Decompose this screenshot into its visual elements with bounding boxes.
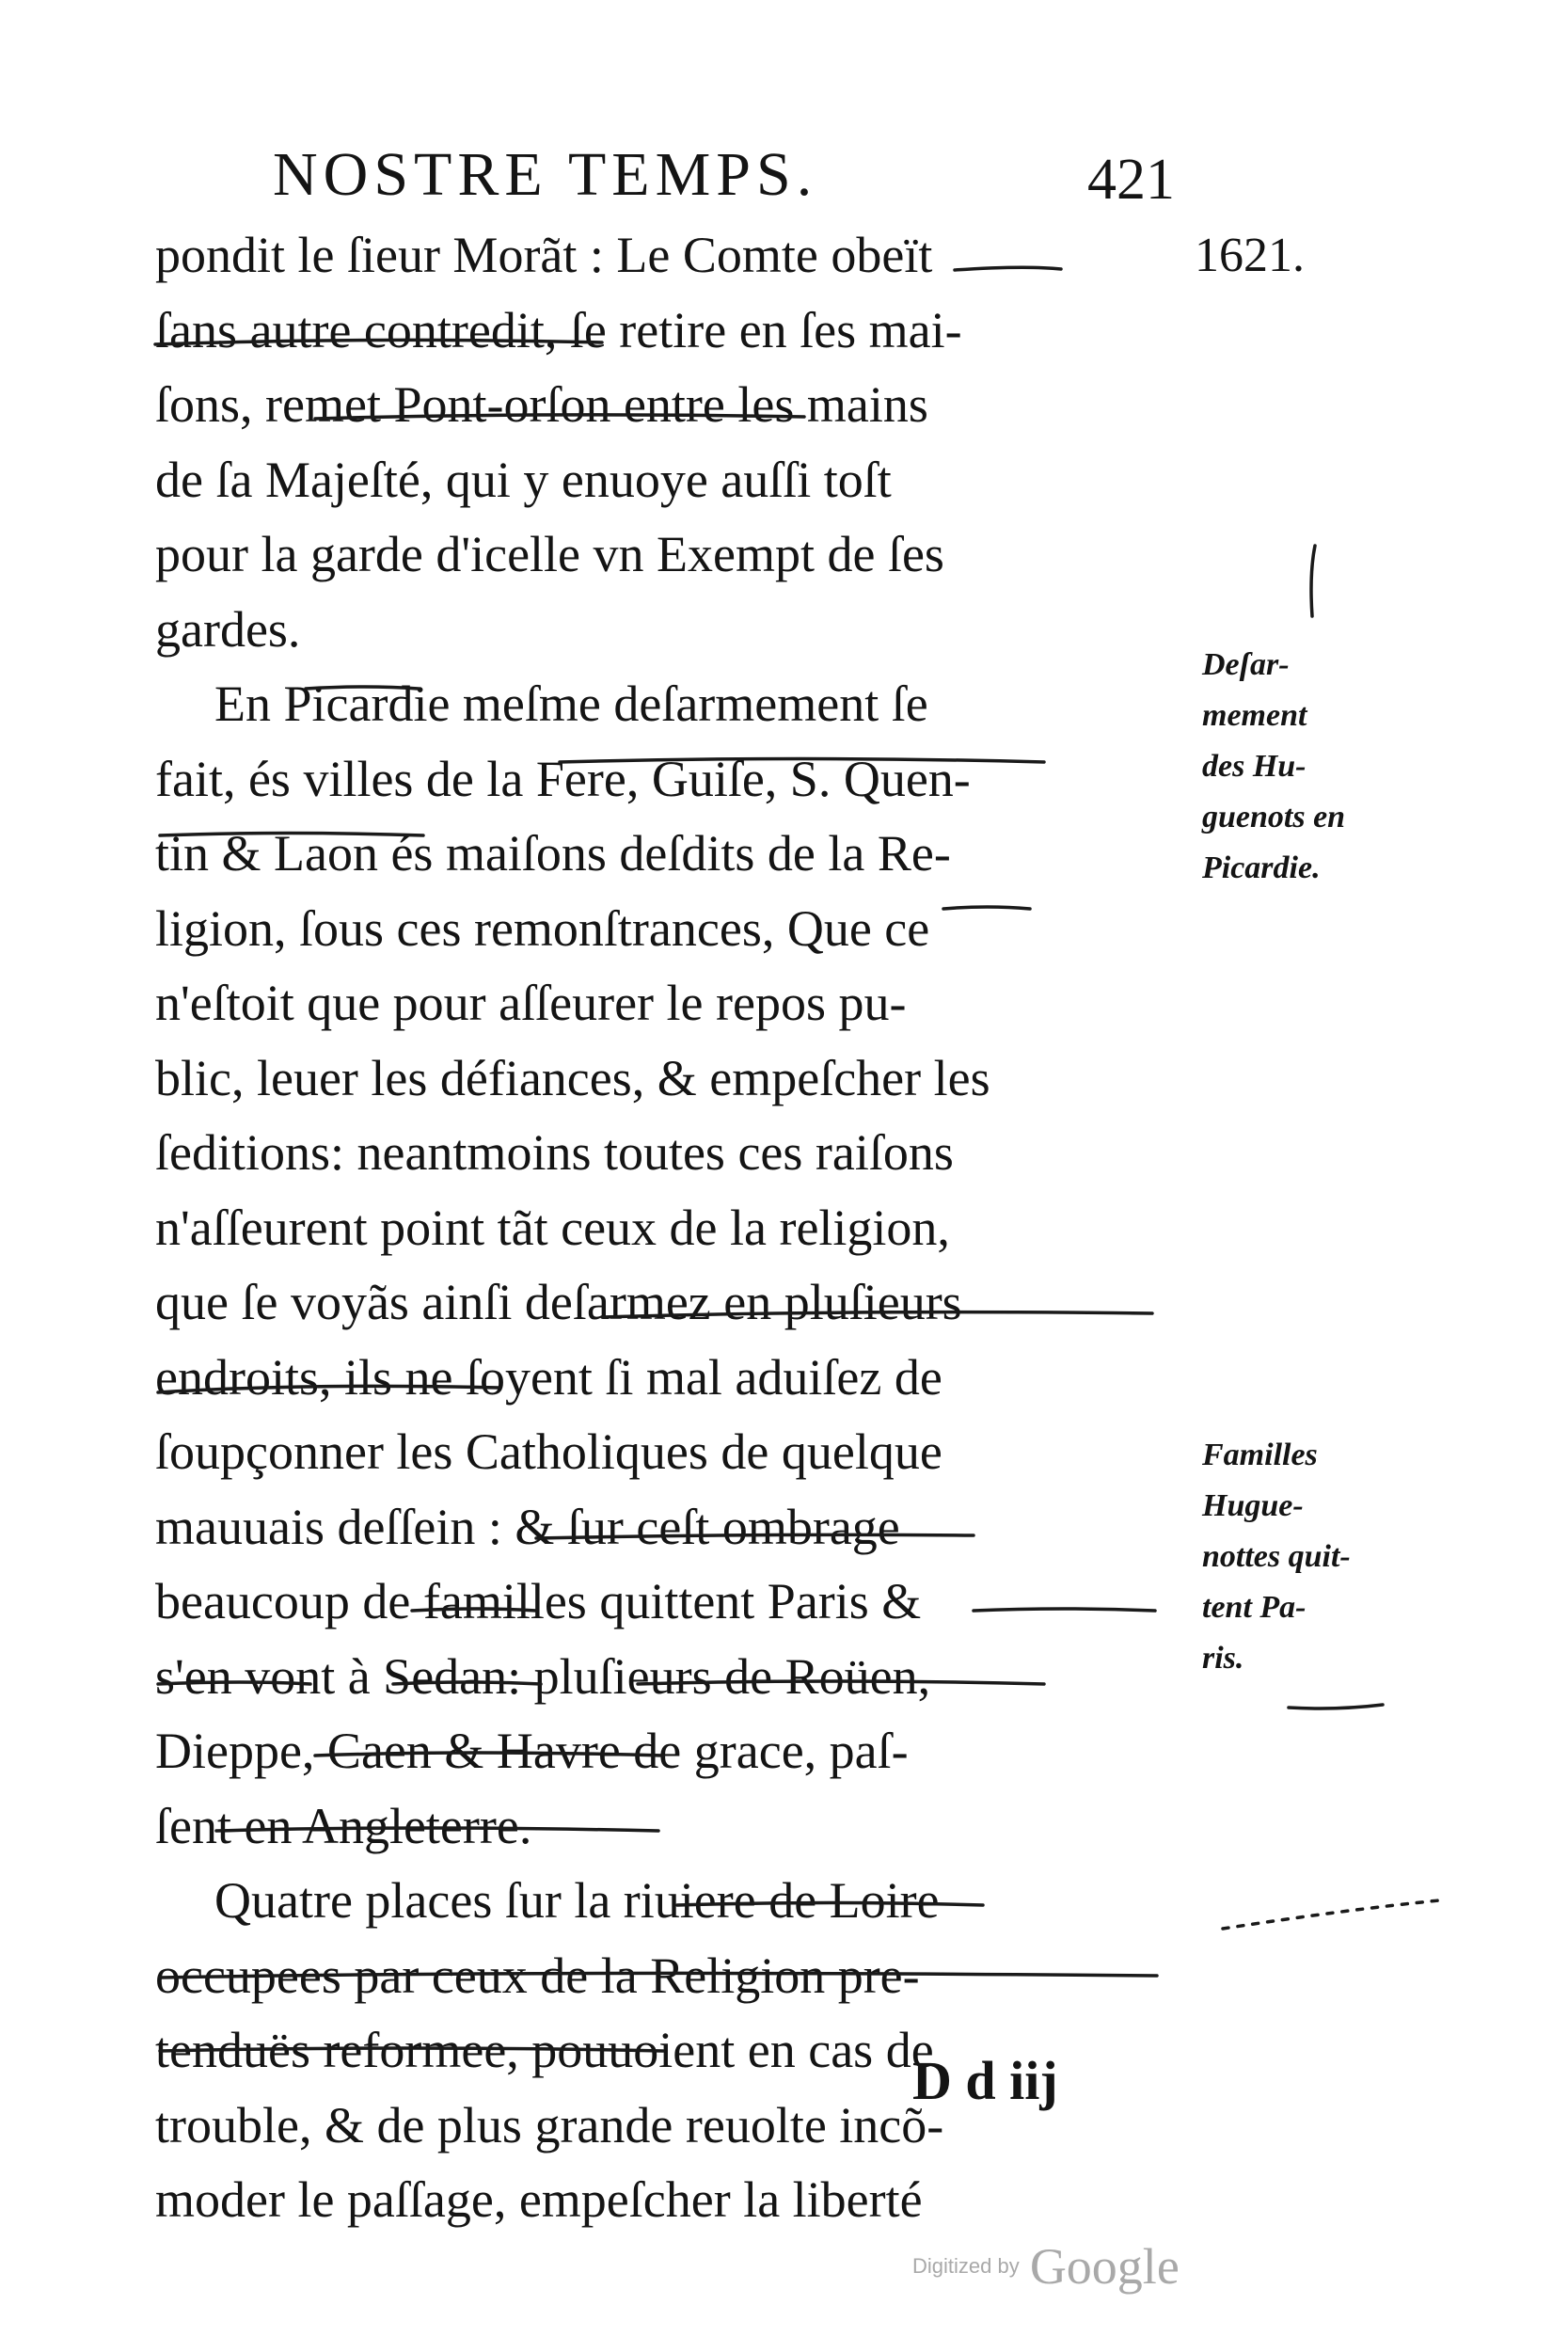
signature-mark: D d iij (912, 2050, 1058, 2111)
underline-mark (412, 1609, 536, 1611)
underline-mark (160, 834, 423, 836)
marginal-note-line: des Hu- (1202, 749, 1307, 784)
underline-mark (560, 759, 1044, 763)
text-line: que ſe voyãs ainſi deſarmez en pluſieurs (155, 1274, 962, 1330)
underline-mark (315, 415, 804, 419)
underline-mark (160, 1973, 1157, 1978)
year-marginal: 1621. (1195, 229, 1305, 282)
text-line: pour la garde d'icelle vn Exempt de ſes (155, 526, 944, 582)
underline-mark (216, 1828, 658, 1831)
marginal-note-line: tent Pa- (1202, 1590, 1307, 1625)
text-line: ſeditions: neantmoins toutes ces raiſons (155, 1124, 954, 1181)
underline-mark (536, 1534, 974, 1538)
text-line: mauuais deſſein : & ſur ceſt ombrage (155, 1498, 900, 1555)
text-line: tin & Laon és maiſons deſdits de la Re- (155, 825, 951, 882)
underline-mark (943, 907, 1030, 909)
text-line: Quatre places ſur la riuiere de Loire (214, 1872, 940, 1929)
text-line: tenduës reformee, pouuoient en cas de (155, 2022, 934, 2078)
underline-mark (974, 1609, 1155, 1611)
text-line: ligion, ſous ces remonſtrances, Que ce (155, 899, 930, 957)
marginal-note-line: ris. (1202, 1641, 1244, 1676)
underline-mark (158, 1386, 499, 1392)
text-line: ſans autre contredit, ſe retire en ſes mai- (155, 301, 962, 358)
marginal-note-line: nottes quit- (1202, 1539, 1351, 1574)
text-line: gardes. (155, 600, 301, 658)
underline-mark (602, 1312, 1152, 1317)
text-line: trouble, & de plus grande reuolte incõ- (155, 2096, 944, 2153)
underline-mark (393, 1682, 541, 1684)
text-line: moder le paſſage, empeſcher la liberté (155, 2171, 923, 2228)
text-line: occupees par ceux de la Religion pre- (155, 1947, 920, 2004)
text-line: blic, leuer les défiances, & empeſcher les (155, 1049, 990, 1106)
page-number: 421 (1087, 148, 1175, 212)
marginal-note-line: Picardie. (1202, 850, 1321, 885)
marginal-note-line: Deſar- (1202, 647, 1290, 682)
margin-stroke (1289, 1705, 1383, 1708)
underline-mark (677, 1903, 983, 1906)
margin-stroke (1311, 546, 1315, 616)
underline-mark (160, 2048, 663, 2051)
marginal-note-line: mement (1202, 698, 1307, 733)
text-line: En Picardie meſme deſarmement ſe (214, 675, 928, 732)
marginal-note-line: Familles (1202, 1438, 1318, 1472)
text-line: fait, és villes de la Fere, Guiſe, S. Quen- (155, 750, 971, 807)
text-line: ſoupçonner les Catholiques de quelque (155, 1423, 942, 1480)
text-line: de ſa Majeſté, qui y enuoye auſſi toſt (155, 451, 892, 508)
text-line: s'en vont à Sedan: pluſieurs de Roüen, (155, 1647, 931, 1705)
digitized-watermark (912, 2237, 1180, 2296)
marginal-note-line: Hugue- (1202, 1488, 1304, 1523)
marginal-note-line: guenots en (1202, 800, 1346, 834)
underline-mark (155, 340, 602, 344)
google-logo: Google (1029, 2238, 1180, 2295)
text-line: ſons, remet Pont-orſon entre les mains (155, 376, 928, 433)
underline-mark (306, 687, 419, 689)
text-line: ſent en Angleterre. (155, 1797, 532, 1854)
running-title: NOSTRE TEMPS. (273, 140, 818, 209)
margin-stroke (1223, 1900, 1439, 1929)
underline-mark (315, 1753, 663, 1756)
watermark-digitized-text: Digitized by (912, 2254, 1020, 2278)
text-line: Dieppe, Caen & Havre de grace, paſ- (155, 1723, 909, 1779)
text-line: n'eſtoit que pour aſſeurer le repos pu- (155, 975, 907, 1031)
text-line: pondit le ſieur Morãt : Le Comte obeït (155, 227, 933, 283)
underline-mark (638, 1681, 1044, 1684)
text-line: beaucoup de familles quittent Paris & (155, 1573, 922, 1629)
text-line: endroits, ils ne ſoyent ſi mal aduiſez de (155, 1348, 942, 1406)
text-line: n'aſſeurent point tãt ceux de la religion, (155, 1199, 950, 1256)
underline-mark (158, 1682, 310, 1684)
underline-mark (955, 267, 1061, 270)
